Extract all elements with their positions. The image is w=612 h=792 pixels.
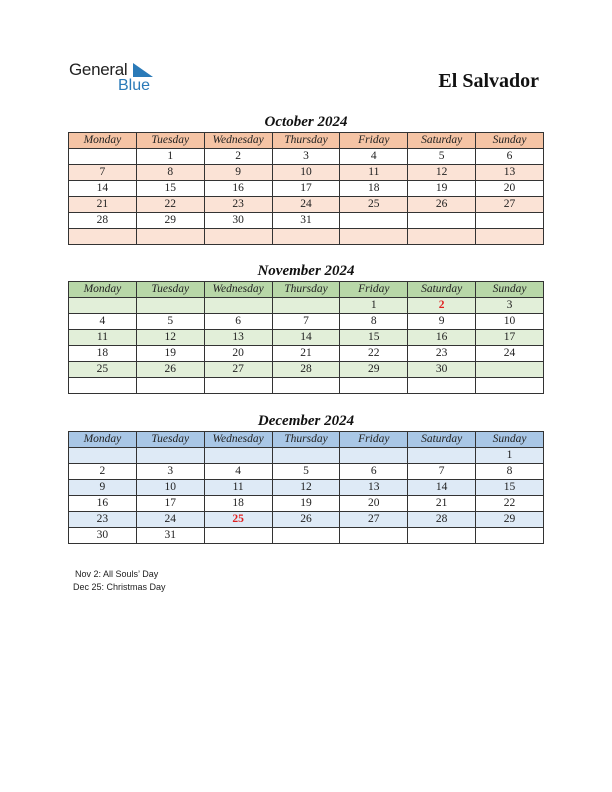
month-november (68, 261, 544, 394)
week-row (69, 298, 544, 314)
day-cell: 23 (204, 197, 272, 213)
weekday-header: Saturday (408, 282, 476, 298)
week-row (69, 330, 544, 346)
day-cell: 5 (272, 464, 340, 480)
week-row (69, 464, 544, 480)
day-cell: 4 (340, 149, 408, 165)
day-cell: 15 (340, 330, 408, 346)
weekday-header: Saturday (408, 432, 476, 448)
day-cell: 23 (69, 512, 137, 528)
day-cell: 30 (204, 213, 272, 229)
day-cell: 25 (340, 197, 408, 213)
week-row (69, 314, 544, 330)
note-item: Nov 2: All Souls’ Day (75, 569, 159, 579)
country-title: El Salvador (438, 70, 539, 92)
weekday-header-row (69, 432, 544, 448)
day-cell: 23 (408, 346, 476, 362)
day-cell: 1 (136, 149, 204, 165)
day-cell: 27 (204, 362, 272, 378)
day-cell: 2 (69, 464, 137, 480)
week-row (69, 378, 544, 394)
day-cell: 31 (272, 213, 340, 229)
day-cell: 17 (476, 330, 544, 346)
weekday-header: Thursday (272, 282, 340, 298)
month-december (68, 411, 544, 544)
empty-day-cell (476, 229, 544, 245)
weekday-header: Sunday (476, 282, 544, 298)
day-cell: 21 (69, 197, 137, 213)
weekday-header: Wednesday (204, 282, 272, 298)
day-cell: 20 (476, 181, 544, 197)
day-cell: 29 (340, 362, 408, 378)
week-row (69, 362, 544, 378)
week-row (69, 149, 544, 165)
week-row (69, 229, 544, 245)
empty-day-cell (408, 213, 476, 229)
day-cell: 21 (408, 496, 476, 512)
day-cell: 15 (476, 480, 544, 496)
empty-day-cell (340, 448, 408, 464)
week-row (69, 213, 544, 229)
day-cell: 9 (204, 165, 272, 181)
day-cell: 10 (136, 480, 204, 496)
day-cell: 20 (340, 496, 408, 512)
month-title: October 2024 (264, 114, 348, 130)
logo-text-blue: Blue (118, 77, 151, 94)
calendar-table (68, 132, 544, 245)
day-cell: 22 (136, 197, 204, 213)
day-cell: 3 (476, 298, 544, 314)
week-row (69, 181, 544, 197)
empty-day-cell (204, 448, 272, 464)
weekday-header: Sunday (476, 432, 544, 448)
empty-day-cell (340, 378, 408, 394)
day-cell: 22 (340, 346, 408, 362)
empty-day-cell (272, 528, 340, 544)
empty-day-cell (204, 378, 272, 394)
day-cell: 24 (136, 512, 204, 528)
empty-day-cell (204, 229, 272, 245)
day-cell: 3 (272, 149, 340, 165)
empty-day-cell (69, 378, 137, 394)
day-cell: 30 (408, 362, 476, 378)
weekday-header: Friday (340, 432, 408, 448)
calendar-table (68, 431, 544, 544)
empty-day-cell (340, 528, 408, 544)
day-cell: 6 (340, 464, 408, 480)
day-cell: 6 (476, 149, 544, 165)
week-row (69, 197, 544, 213)
weekday-header: Thursday (272, 432, 340, 448)
empty-day-cell (69, 229, 137, 245)
day-cell: 5 (136, 314, 204, 330)
day-cell: 26 (272, 512, 340, 528)
day-cell: 26 (408, 197, 476, 213)
weekday-header: Monday (69, 432, 137, 448)
day-cell: 17 (136, 496, 204, 512)
weekday-header: Saturday (408, 133, 476, 149)
week-row (69, 512, 544, 528)
day-cell: 31 (136, 528, 204, 544)
day-cell: 24 (476, 346, 544, 362)
day-cell: 14 (272, 330, 340, 346)
day-cell: 18 (340, 181, 408, 197)
day-cell: 6 (204, 314, 272, 330)
empty-day-cell (408, 229, 476, 245)
day-cell: 25 (69, 362, 137, 378)
empty-day-cell (136, 378, 204, 394)
day-cell: 28 (69, 213, 137, 229)
day-cell: 11 (204, 480, 272, 496)
empty-day-cell (272, 448, 340, 464)
weekday-header: Wednesday (204, 133, 272, 149)
weekday-header: Tuesday (136, 282, 204, 298)
week-row (69, 528, 544, 544)
day-cell: 28 (272, 362, 340, 378)
calendar-table (68, 281, 544, 394)
empty-day-cell (476, 378, 544, 394)
day-cell: 22 (476, 496, 544, 512)
day-cell: 14 (69, 181, 137, 197)
day-cell: 7 (69, 165, 137, 181)
day-cell: 13 (204, 330, 272, 346)
weekday-header: Monday (69, 282, 137, 298)
empty-day-cell (204, 528, 272, 544)
day-cell: 25 (204, 512, 272, 528)
day-cell: 29 (476, 512, 544, 528)
day-cell: 21 (272, 346, 340, 362)
day-cell: 3 (136, 464, 204, 480)
day-cell: 10 (476, 314, 544, 330)
logo-triangle-icon (133, 63, 153, 77)
empty-day-cell (272, 229, 340, 245)
day-cell: 27 (340, 512, 408, 528)
empty-day-cell (69, 448, 137, 464)
day-cell: 30 (69, 528, 137, 544)
day-cell: 4 (204, 464, 272, 480)
day-cell: 19 (272, 496, 340, 512)
empty-day-cell (69, 149, 137, 165)
month-title: December 2024 (257, 413, 355, 429)
day-cell: 19 (408, 181, 476, 197)
day-cell: 2 (204, 149, 272, 165)
day-cell: 1 (340, 298, 408, 314)
day-cell: 16 (408, 330, 476, 346)
day-cell: 12 (408, 165, 476, 181)
day-cell: 2 (408, 298, 476, 314)
day-cell: 9 (408, 314, 476, 330)
week-row (69, 346, 544, 362)
day-cell: 27 (476, 197, 544, 213)
empty-day-cell (476, 362, 544, 378)
day-cell: 8 (136, 165, 204, 181)
day-cell: 10 (272, 165, 340, 181)
day-cell: 28 (408, 512, 476, 528)
empty-day-cell (204, 298, 272, 314)
day-cell: 12 (272, 480, 340, 496)
month-october (68, 112, 544, 245)
week-row (69, 165, 544, 181)
logo (69, 60, 159, 96)
day-cell: 18 (204, 496, 272, 512)
weekday-header: Monday (69, 133, 137, 149)
weekday-header: Tuesday (136, 432, 204, 448)
logo-text-general: General (69, 60, 128, 79)
day-cell: 15 (136, 181, 204, 197)
empty-day-cell (136, 298, 204, 314)
week-row (69, 496, 544, 512)
day-cell: 8 (476, 464, 544, 480)
day-cell: 19 (136, 346, 204, 362)
empty-day-cell (408, 528, 476, 544)
empty-day-cell (272, 378, 340, 394)
day-cell: 26 (136, 362, 204, 378)
weekday-header-row (69, 282, 544, 298)
empty-day-cell (272, 298, 340, 314)
empty-day-cell (136, 229, 204, 245)
day-cell: 7 (408, 464, 476, 480)
note-item: Dec 25: Christmas Day (73, 582, 166, 592)
week-row (69, 448, 544, 464)
weekday-header: Thursday (272, 133, 340, 149)
day-cell: 8 (340, 314, 408, 330)
month-title: November 2024 (257, 263, 355, 279)
day-cell: 11 (340, 165, 408, 181)
empty-day-cell (69, 298, 137, 314)
day-cell: 16 (204, 181, 272, 197)
week-row (69, 480, 544, 496)
empty-day-cell (476, 528, 544, 544)
day-cell: 20 (204, 346, 272, 362)
day-cell: 5 (408, 149, 476, 165)
day-cell: 7 (272, 314, 340, 330)
day-cell: 16 (69, 496, 137, 512)
day-cell: 11 (69, 330, 137, 346)
day-cell: 9 (69, 480, 137, 496)
empty-day-cell (340, 213, 408, 229)
holiday-notes (73, 568, 166, 594)
day-cell: 14 (408, 480, 476, 496)
empty-day-cell (408, 378, 476, 394)
day-cell: 12 (136, 330, 204, 346)
weekday-header: Friday (340, 282, 408, 298)
day-cell: 4 (69, 314, 137, 330)
day-cell: 24 (272, 197, 340, 213)
empty-day-cell (476, 213, 544, 229)
weekday-header: Friday (340, 133, 408, 149)
empty-day-cell (408, 448, 476, 464)
day-cell: 13 (340, 480, 408, 496)
day-cell: 17 (272, 181, 340, 197)
day-cell: 13 (476, 165, 544, 181)
day-cell: 1 (476, 448, 544, 464)
weekday-header: Wednesday (204, 432, 272, 448)
weekday-header: Tuesday (136, 133, 204, 149)
day-cell: 18 (69, 346, 137, 362)
empty-day-cell (340, 229, 408, 245)
empty-day-cell (136, 448, 204, 464)
weekday-header: Sunday (476, 133, 544, 149)
day-cell: 29 (136, 213, 204, 229)
weekday-header-row (69, 133, 544, 149)
